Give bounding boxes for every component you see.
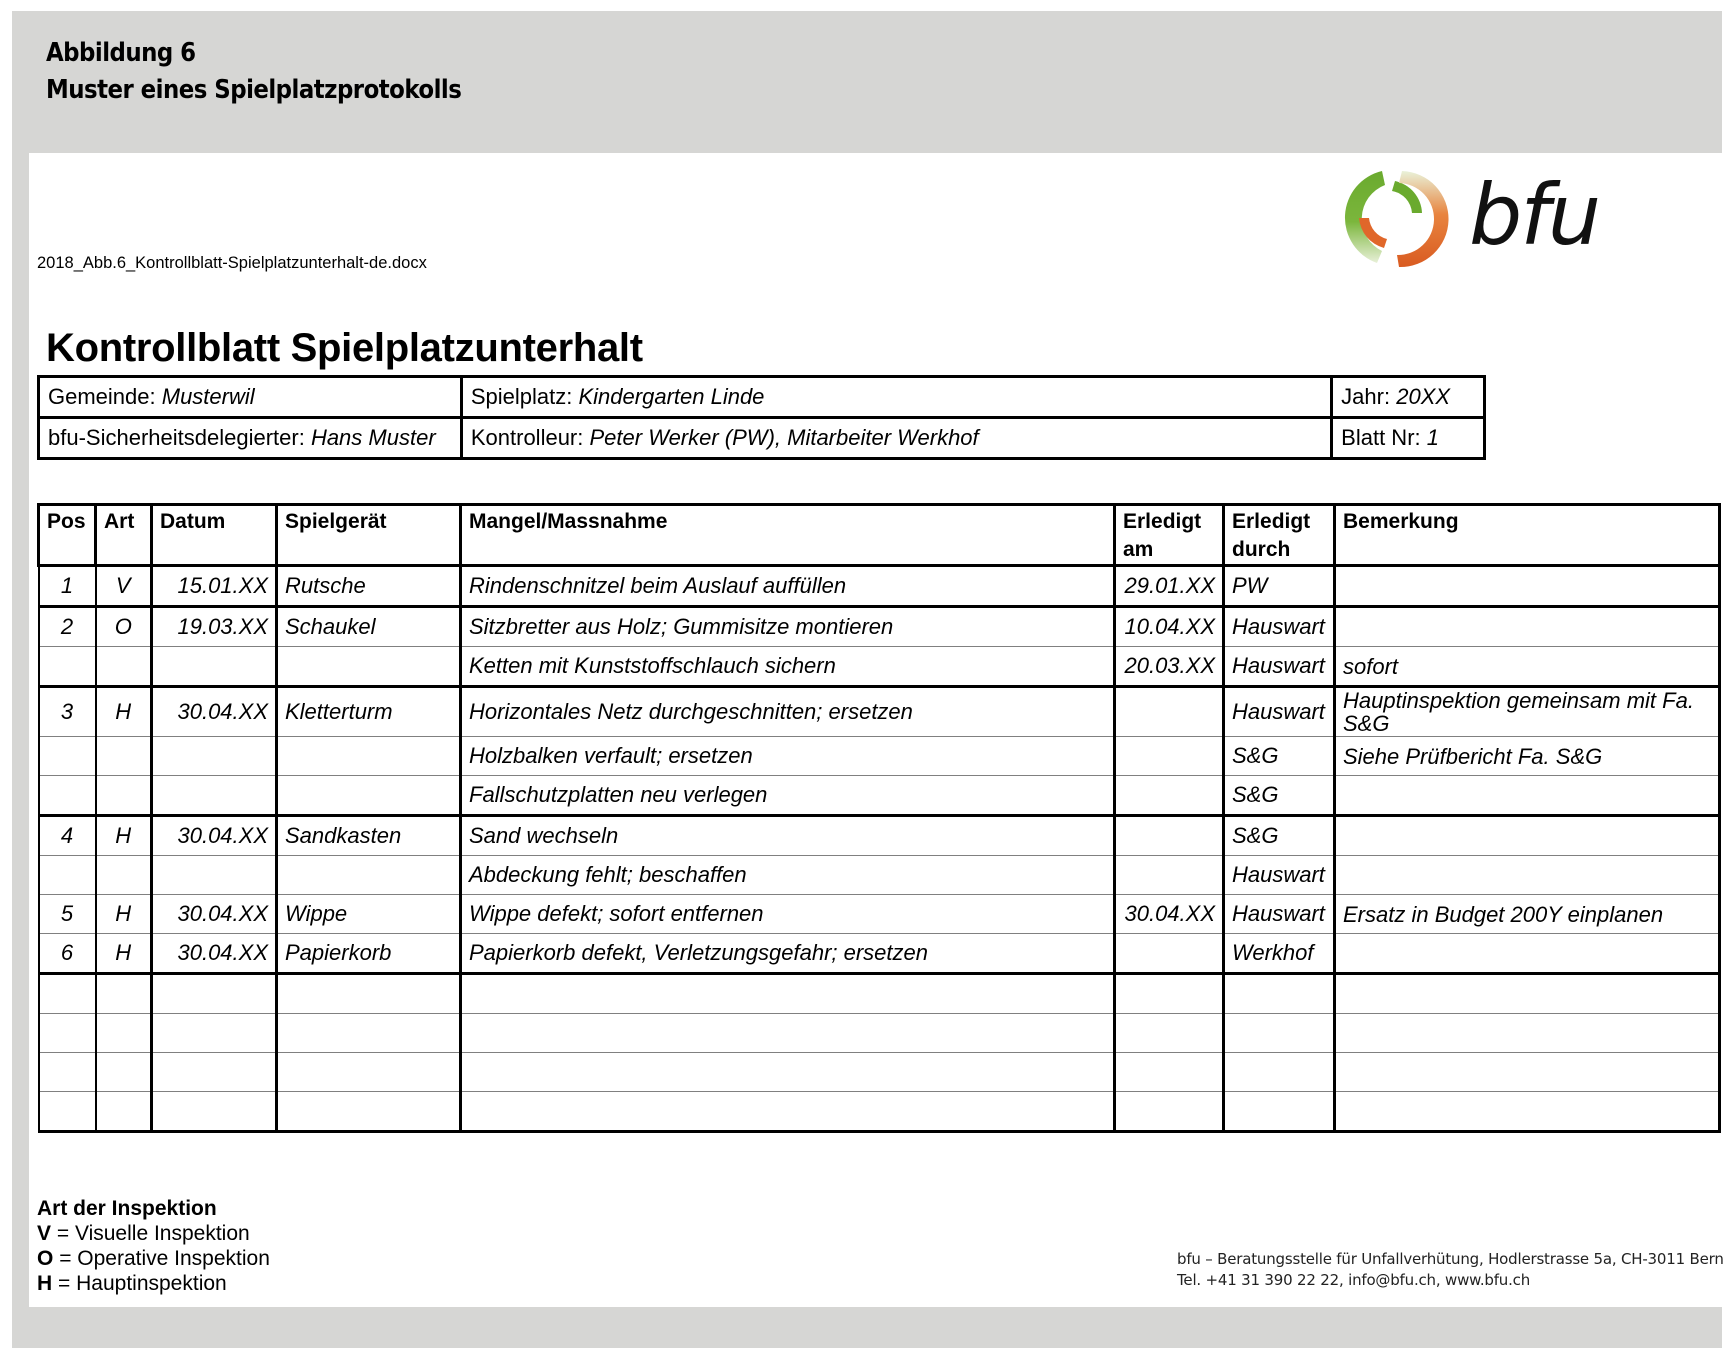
table-row (39, 1014, 1720, 1053)
table-row (39, 974, 1720, 1014)
legend-text: = Hauptinspektion (58, 1272, 227, 1295)
cell-spielgeraet (277, 1053, 461, 1092)
cell-spielgeraet: Kletterturm (277, 687, 461, 737)
cell-erledigt-durch (1224, 1092, 1335, 1132)
cell-mangel: Holzbalken verfault; ersetzen (461, 737, 1115, 776)
cell-erledigt-durch: S&G (1224, 776, 1335, 816)
cell-mangel: Papierkorb defekt, Verletzungsgefahr; ersetzen (461, 934, 1115, 974)
cell-erledigt-am (1115, 776, 1224, 816)
cell-erledigt-durch: S&G (1224, 816, 1335, 856)
cell-erledigt-am (1115, 816, 1224, 856)
table-row (39, 776, 1720, 816)
cell-erledigt-am (1115, 1092, 1224, 1132)
figure-frame (12, 11, 1722, 1348)
cell-art (96, 1053, 152, 1092)
cell-datum (152, 1053, 277, 1092)
cell-mangel (461, 1053, 1115, 1092)
cell-bemerkung: Siehe Prüfbericht Fa. S&G (1335, 737, 1720, 776)
figure-caption (46, 35, 461, 109)
cell-mangel (461, 1014, 1115, 1053)
header-mangel: Mangel/Massnahme (461, 505, 1115, 566)
table-row (39, 647, 1720, 687)
cell-art (96, 776, 152, 816)
bfu-logo-text: bfu (1469, 166, 1600, 264)
cell-erledigt-durch: PW (1224, 566, 1335, 607)
legend-code: V (37, 1222, 52, 1245)
legend-text: = Visuelle Inspektion (56, 1222, 250, 1245)
cell-pos: 5 (39, 895, 96, 934)
header-datum: Datum (152, 505, 277, 566)
cell-datum (152, 974, 277, 1014)
cell-art (96, 1092, 152, 1132)
cell-art (96, 856, 152, 895)
cell-pos: 3 (39, 687, 96, 737)
cell-mangel: Sitzbretter aus Holz; Gummisitze montieren (461, 607, 1115, 647)
table-row (39, 737, 1720, 776)
legend-item (37, 1221, 270, 1246)
cell-bemerkung: Ersatz in Budget 200Y einplanen (1335, 895, 1720, 934)
cell-bemerkung (1335, 1053, 1720, 1092)
cell-pos: 2 (39, 607, 96, 647)
cell-art (96, 974, 152, 1014)
cell-mangel (461, 1092, 1115, 1132)
cell-mangel: Rindenschnitzel beim Auslauf auffüllen (461, 566, 1115, 607)
cell-erledigt-durch (1224, 1053, 1335, 1092)
cell-datum: 19.03.XX (152, 607, 277, 647)
document-page (29, 153, 1729, 1307)
cell-pos (39, 776, 96, 816)
legend-code: H (37, 1272, 53, 1295)
cell-pos: 6 (39, 934, 96, 974)
cell-mangel: Abdeckung fehlt; beschaffen (461, 856, 1115, 895)
table-row (39, 566, 1720, 607)
info-row (39, 418, 1485, 459)
jahr-value: 20XX (1396, 384, 1451, 409)
cell-datum: 30.04.XX (152, 934, 277, 974)
cell-erledigt-durch: Hauswart (1224, 647, 1335, 687)
cell-datum (152, 1014, 277, 1053)
gemeinde-label: Gemeinde: (48, 384, 156, 409)
cell-mangel: Wippe defekt; sofort entfernen (461, 895, 1115, 934)
cell-erledigt-am (1115, 1053, 1224, 1092)
cell-spielgeraet: Rutsche (277, 566, 461, 607)
cell-spielgeraet (277, 1092, 461, 1132)
cell-erledigt-am (1115, 934, 1224, 974)
cell-erledigt-am: 29.01.XX (1115, 566, 1224, 607)
delegierter-value: Hans Muster (310, 425, 436, 450)
info-delegierter (39, 418, 462, 459)
cell-datum: 15.01.XX (152, 566, 277, 607)
cell-bemerkung: Hauptinspektion gemeinsam mit Fa. S&G (1335, 687, 1720, 737)
info-blatt (1332, 418, 1485, 459)
cell-datum: 30.04.XX (152, 895, 277, 934)
cell-datum: 30.04.XX (152, 816, 277, 856)
table-row (39, 607, 1720, 647)
cell-pos (39, 1092, 96, 1132)
cell-erledigt-am: 10.04.XX (1115, 607, 1224, 647)
legend (37, 1196, 270, 1296)
header-art: Art (96, 505, 152, 566)
cell-erledigt-am: 30.04.XX (1115, 895, 1224, 934)
cell-bemerkung (1335, 934, 1720, 974)
spielplatz-label: Spielplatz: (470, 384, 573, 409)
header-erledigt-durch-line2: durch (1232, 538, 1291, 561)
kontrolleur-value: Peter Werker (PW), Mitarbeiter Werkhof (589, 425, 979, 450)
cell-art: H (96, 934, 152, 974)
cell-erledigt-durch: Hauswart (1224, 687, 1335, 737)
cell-mangel (461, 974, 1115, 1014)
legend-item (37, 1271, 270, 1296)
gemeinde-value: Musterwil (161, 384, 255, 409)
cell-bemerkung: sofort (1335, 647, 1720, 687)
cell-datum (152, 1092, 277, 1132)
legend-code: O (37, 1247, 54, 1270)
table-row (39, 934, 1720, 974)
cell-erledigt-durch: Hauswart (1224, 607, 1335, 647)
cell-erledigt-am (1115, 974, 1224, 1014)
cell-erledigt-durch (1224, 974, 1335, 1014)
cell-pos (39, 1053, 96, 1092)
cell-art: V (96, 566, 152, 607)
info-jahr (1332, 377, 1485, 418)
cell-bemerkung (1335, 974, 1720, 1014)
cell-erledigt-durch: Hauswart (1224, 856, 1335, 895)
cell-erledigt-durch: S&G (1224, 737, 1335, 776)
info-spielplatz (461, 377, 1331, 418)
cell-spielgeraet (277, 1014, 461, 1053)
cell-datum: 30.04.XX (152, 687, 277, 737)
info-table (37, 375, 1486, 460)
cell-spielgeraet (277, 974, 461, 1014)
legend-text: = Operative Inspektion (59, 1247, 270, 1270)
header-bemerkung: Bemerkung (1335, 505, 1720, 566)
cell-erledigt-am (1115, 737, 1224, 776)
legend-item (37, 1246, 270, 1271)
cell-pos (39, 974, 96, 1014)
cell-bemerkung (1335, 1092, 1720, 1132)
cell-erledigt-am: 20.03.XX (1115, 647, 1224, 687)
cell-erledigt-am (1115, 856, 1224, 895)
header-pos: Pos (39, 505, 96, 566)
cell-datum (152, 737, 277, 776)
footer-address (1177, 1249, 1724, 1291)
cell-spielgeraet (277, 776, 461, 816)
kontrolleur-label: Kontrolleur: (470, 425, 584, 450)
cell-art: H (96, 687, 152, 737)
cell-pos: 4 (39, 816, 96, 856)
cell-erledigt-am (1115, 1014, 1224, 1053)
delegierter-label: bfu-Sicherheitsdelegierter: (48, 425, 305, 450)
cell-art: H (96, 816, 152, 856)
cell-mangel: Ketten mit Kunststoffschlauch sichern (461, 647, 1115, 687)
figure-label: Abbildung 6 (46, 38, 196, 68)
cell-art: H (96, 895, 152, 934)
blatt-label: Blatt Nr: (1341, 425, 1421, 450)
table-row (39, 1092, 1720, 1132)
footer-line-2: Tel. +41 31 390 22 22, info@bfu.ch, www.bfu.ch (1177, 1271, 1531, 1289)
blatt-value: 1 (1426, 425, 1440, 450)
cell-pos (39, 647, 96, 687)
cell-bemerkung (1335, 1014, 1720, 1053)
cell-spielgeraet (277, 647, 461, 687)
cell-art (96, 737, 152, 776)
table-row (39, 816, 1720, 856)
cell-datum (152, 856, 277, 895)
cell-spielgeraet: Schaukel (277, 607, 461, 647)
cell-mangel: Horizontales Netz durchgeschnitten; ersetzen (461, 687, 1115, 737)
table-row (39, 1053, 1720, 1092)
table-row (39, 895, 1720, 934)
cell-erledigt-durch: Hauswart (1224, 895, 1335, 934)
cell-spielgeraet: Sandkasten (277, 816, 461, 856)
cell-pos (39, 856, 96, 895)
cell-erledigt-durch (1224, 1014, 1335, 1053)
header-erledigt-am (1115, 505, 1224, 566)
cell-mangel: Fallschutzplatten neu verlegen (461, 776, 1115, 816)
header-erledigt-am-line2: am (1123, 538, 1154, 561)
cell-bemerkung (1335, 856, 1720, 895)
jahr-label: Jahr: (1341, 384, 1391, 409)
document-title: Kontrollblatt Spielplatzunterhalt (46, 326, 643, 370)
cell-spielgeraet: Wippe (277, 895, 461, 934)
header-erledigt-am-line1: Erledigt (1123, 510, 1202, 533)
header-erledigt-durch-line1: Erledigt (1232, 510, 1311, 533)
table-header-row (39, 505, 1720, 566)
inspection-table (37, 503, 1721, 1133)
figure-caption-text: Muster eines Spielplatzprotokolls (46, 75, 462, 105)
header-spielgeraet: Spielgerät (277, 505, 461, 566)
info-gemeinde (39, 377, 462, 418)
cell-erledigt-durch: Werkhof (1224, 934, 1335, 974)
cell-art (96, 1014, 152, 1053)
cell-mangel: Sand wechseln (461, 816, 1115, 856)
header-erledigt-durch (1224, 505, 1335, 566)
cell-pos (39, 1014, 96, 1053)
info-row (39, 377, 1485, 418)
cell-art: O (96, 607, 152, 647)
logo-arc-green-outer (1345, 171, 1385, 263)
cell-spielgeraet: Papierkorb (277, 934, 461, 974)
document-filename: 2018_Abb.6_Kontrollblatt-Spielplatzunterhalt-de.docx (37, 254, 427, 272)
cell-bemerkung (1335, 566, 1720, 607)
cell-spielgeraet (277, 856, 461, 895)
spielplatz-value: Kindergarten Linde (578, 384, 765, 409)
table-row (39, 687, 1720, 737)
cell-bemerkung (1335, 816, 1720, 856)
table-row (39, 856, 1720, 895)
cell-art (96, 647, 152, 687)
cell-erledigt-am (1115, 687, 1224, 737)
footer-line-1: bfu – Beratungsstelle für Unfallverhütung, Hodlerstrasse 5a, CH-3011 Bern (1177, 1250, 1724, 1268)
cell-bemerkung (1335, 607, 1720, 647)
cell-datum (152, 776, 277, 816)
cell-pos (39, 737, 96, 776)
cell-spielgeraet (277, 737, 461, 776)
cell-pos: 1 (39, 566, 96, 607)
info-kontrolleur (461, 418, 1331, 459)
cell-datum (152, 647, 277, 687)
legend-title: Art der Inspektion (37, 1197, 217, 1220)
cell-bemerkung (1335, 776, 1720, 816)
